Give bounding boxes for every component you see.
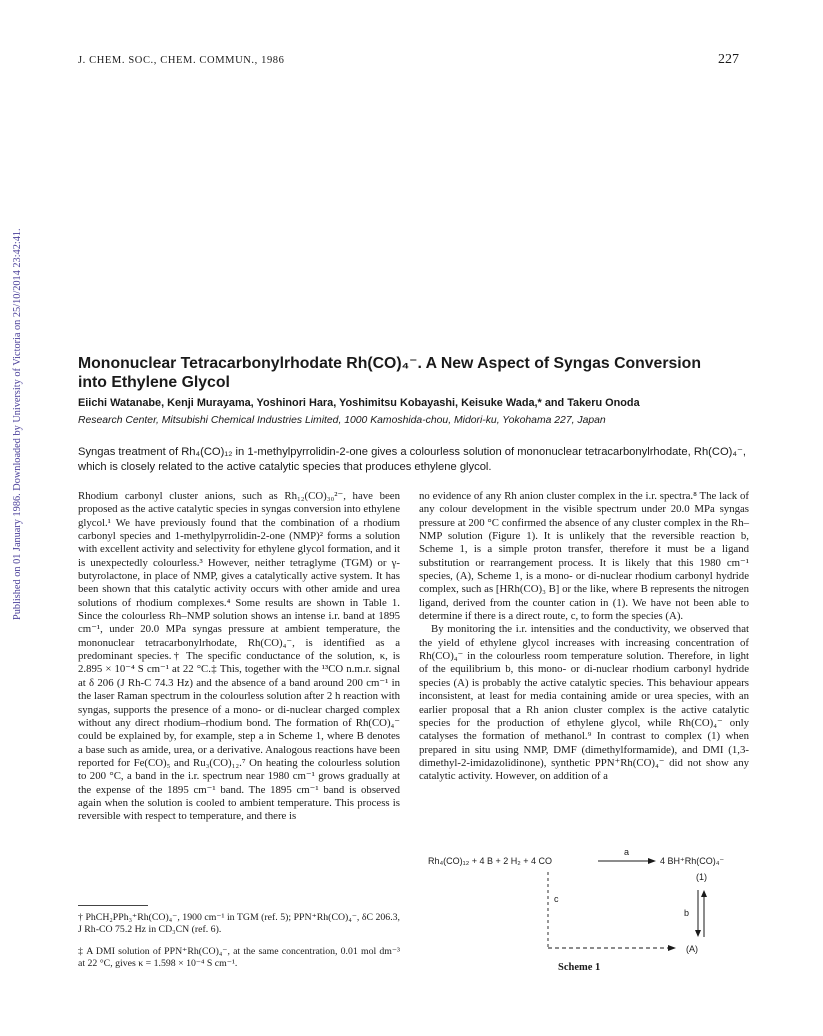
arrowhead-a: [648, 858, 656, 864]
step-b-label: b: [684, 908, 690, 918]
step-a-label: a: [624, 847, 630, 857]
arrowhead-c: [668, 945, 676, 951]
paragraph: Rhodium carbonyl cluster anions, such as Rh₁₂(CO)₃₀²⁻, have been proposed as the active catalytic species in syngas conversion into ethylene glycol.¹ We have previously found that the combination of a rhodium carbonyl species and 1-methylpyrrolidin-2-one (NMP)² forms a solution with excellent activity and selectivity for ethylene glycol formation, and it is unexpectedly colourless.³ However, neither tetraglyme (TGM) or γ-butyrolactone, in place of NMP, gives a catalytically active system. It has been shown that this catalytic activity occurs with other amide and urea solutions of rhodium complexes.⁴ Some results are shown in Table 1. Since the colourless Rh–NMP solution shows an intense i.r. band at 1895 cm⁻¹, under 20.0 MPa syngas pressure at ambient temperature, the mononuclear tetracarbonylrhodate, Rh(CO)₄⁻, is identified as a predominant species.† The specific conductance of the solution, κ, is 2.895 × 10⁻⁴ S cm⁻¹ at 22 °C.‡ This, together with the ¹³CO n.m.r. signal at δ 206 (J Rh-C 74.3 Hz) and the absence of a band around 200 cm⁻¹ in the laser Raman spectrum in the colourless solution after 2 h reaction with syngas, supports the presence of a mono- or di-nuclear charged complex without any direct rhodium–rhodium bond. The formation of Rh(CO)₄⁻ could be explained by, for example, step a in Scheme 1, where B denotes a base such as amide, urea, or a derivative. Analogous reactions have been reported for Fe(CO)₅ and Ru₃(CO)₁₂.⁷ On heating the colourless solution to 200 °C, a band in the i.r. spectrum near 1980 cm⁻¹ grows gradually at the expense of the 1895 cm⁻¹ band. The 1895 cm⁻¹ band is observed again when the solution is cooled to ambient temperature. This process is reversible with respect to temperature, and there is: [78, 490, 400, 823]
download-side-note[interactable]: Published on 01 January 1986. Downloaded by University of Victoria on 25/10/2014 23:42:41.: [12, 228, 23, 620]
footnote-double-dagger: ‡ A DMI solution of PPN⁺Rh(CO)₄⁻, at the same concentration, 0.01 mol dm⁻³ at 22 °C, gives κ = 1.598 × 10⁻⁴ S cm⁻¹.: [78, 946, 400, 969]
footnote-divider: [78, 905, 148, 906]
scheme-reactants: Rh₄(CO)₁₂ + 4 B + 2 H₂ + 4 CO: [428, 856, 552, 866]
species-a-label: (A): [686, 944, 698, 954]
body-column-left: [78, 490, 400, 824]
scheme-product: 4 BH⁺Rh(CO)₄⁻: [660, 856, 725, 866]
scheme-diagram: [428, 840, 748, 960]
scheme-caption: Scheme 1: [558, 962, 601, 973]
step-c-label: c: [554, 894, 559, 904]
arrowhead-b-up: [701, 890, 707, 897]
abstract: Syngas treatment of Rh₄(CO)₁₂ in 1-methylpyrrolidin-2-one gives a colourless solution of mononuclear tetracarbonylrhodate, Rh(CO)₄⁻, which is closely related to the active catalytic species that produces ethylene glycol.: [78, 446, 746, 473]
article-title: [78, 354, 748, 392]
authors: Eiichi Watanabe, Kenji Murayama, Yoshinori Hara, Yoshimitsu Kobayashi, Keisuke Wada,* and Takeru Onoda: [78, 397, 640, 409]
page-number: 227: [718, 52, 739, 67]
paragraph: By monitoring the i.r. intensities and the conductivity, we observed that the yield of ethylene glycol increases with increasing concentration of Rh(CO)₄⁻ in the colourless room temperature solution. Therefore, in light of the equilibrium b, this mono- or di-nuclear rhodium carbonyl hydride species (A) is probably the active catalytic species. This behaviour appears inconsistent, at least for media containing amide or urea species, with an earlier proposal that a Rh anion cluster complex is the active catalytic species for the production of ethylene glycol, while Rh(CO)₄⁻ only catalyses the formation of methanol.⁹ In contrast to complex (1) when prepared in situ using NMP, DMF (dimethylformamide), and DMI (1,3-dimethyl-2-imidazolidinone), synthetic PPN⁺Rh(CO)₄⁻ did not show any catalytic activity. However, on addition of a: [419, 623, 749, 783]
running-head: J. CHEM. SOC., CHEM. COMMUN., 1986: [78, 55, 285, 66]
title-line-2: into Ethylene Glycol: [78, 374, 230, 391]
body-column-right: [419, 490, 749, 784]
title-line-1: Mononuclear Tetracarbonylrhodate Rh(CO)₄⁻. A New Aspect of Syngas Conversion: [78, 355, 701, 372]
footnote-dagger: † PhCH₂PPh₃⁺Rh(CO)₄⁻, 1900 cm⁻¹ in TGM (ref. 5); PPN⁺Rh(CO)₄⁻, δC 206.3, J Rh-CO 75.2 Hz in CD₃CN (ref. 6).: [78, 912, 400, 935]
arrowhead-b-down: [695, 930, 701, 937]
affiliation: Research Center, Mitsubishi Chemical Industries Limited, 1000 Kamoshida-chou, Midori-ku, Yokohama 227, Japan: [78, 415, 606, 426]
footnotes: [78, 912, 400, 980]
product-label: (1): [696, 872, 707, 882]
paragraph: no evidence of any Rh anion cluster complex in the i.r. spectra.⁸ The lack of any colour development in the visible spectrum under 20.0 MPa syngas pressure at 200 °C confirmed the absence of any cluster complex in the Rh–NMP solution (Figure 1). It is unlikely that the reversible reaction b, Scheme 1, is a simple proton transfer, therefore it must be a ligand substitution or rearrangement process. It is likely that this 1980 cm⁻¹ species, (A), Scheme 1, is a mono- or di-nuclear rhodium carbonyl hydride complex, such as [HRh(CO)₃ B] or the like, where B represents the nitrogen ligand, derived from the counter cation in (1). We have not been able to determine if there is a direct route, c, to form the species (A).: [419, 490, 749, 623]
